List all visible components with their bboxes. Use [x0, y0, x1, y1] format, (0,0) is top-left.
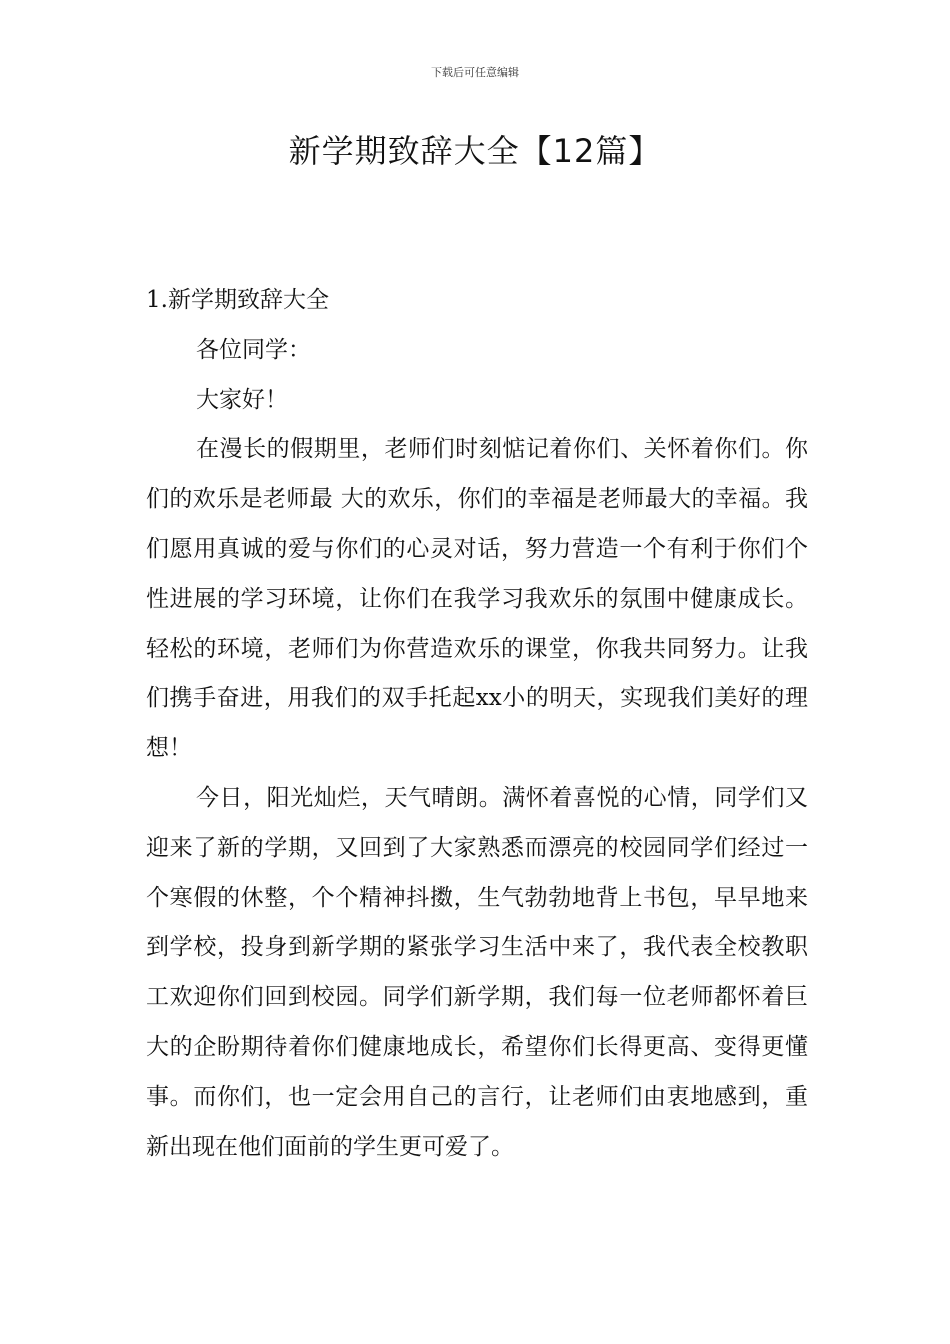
salutation: 各位同学： — [196, 336, 311, 363]
document-body — [146, 276, 808, 1172]
body-paragraph: 在漫长的假期里，老师们时刻惦记着你们、关怀着你们。你们的欢乐是老师最 大的欢乐，你们的幸福是老师最大的幸福。我们愿用真诚的爱与你们的心灵对话，努力营造一个有利于你们个性进展的学习环境，让你们在我学习我欢乐的氛围中健康成长。轻松的环境，老师们为你营造欢乐的课堂，你我共同努力。让我们携手奋进，用我们的双手托起xx小的明天，实现我们美好的理想！ — [146, 436, 808, 762]
header-note: 下载后可任意编辑 — [431, 66, 519, 79]
document-title: 新学期致辞大全【12篇】 — [288, 132, 662, 170]
body-paragraph: 今日，阳光灿烂，天气晴朗。满怀着喜悦的心情，同学们又迎来了新的学期，又回到了大家熟悉而漂亮的校园同学们经过一个寒假的休整，个个精神抖擞，生气勃勃地背上书包，早早地来到学校，投身到新学期的紧张学习生活中来了，我代表全校教职工欢迎你们回到校园。同学们新学期，我们每一位老师都怀着巨大的企盼期待着你们健康地成长，希望你们长得更高、变得更懂事。而你们，也一定会用自己的言行，让老师们由衷地感到，重新出现在他们面前的学生更可爱了。 — [146, 784, 808, 1160]
greeting: 大家好！ — [196, 386, 288, 413]
section-heading: 1.新学期致辞大全 — [146, 287, 329, 313]
